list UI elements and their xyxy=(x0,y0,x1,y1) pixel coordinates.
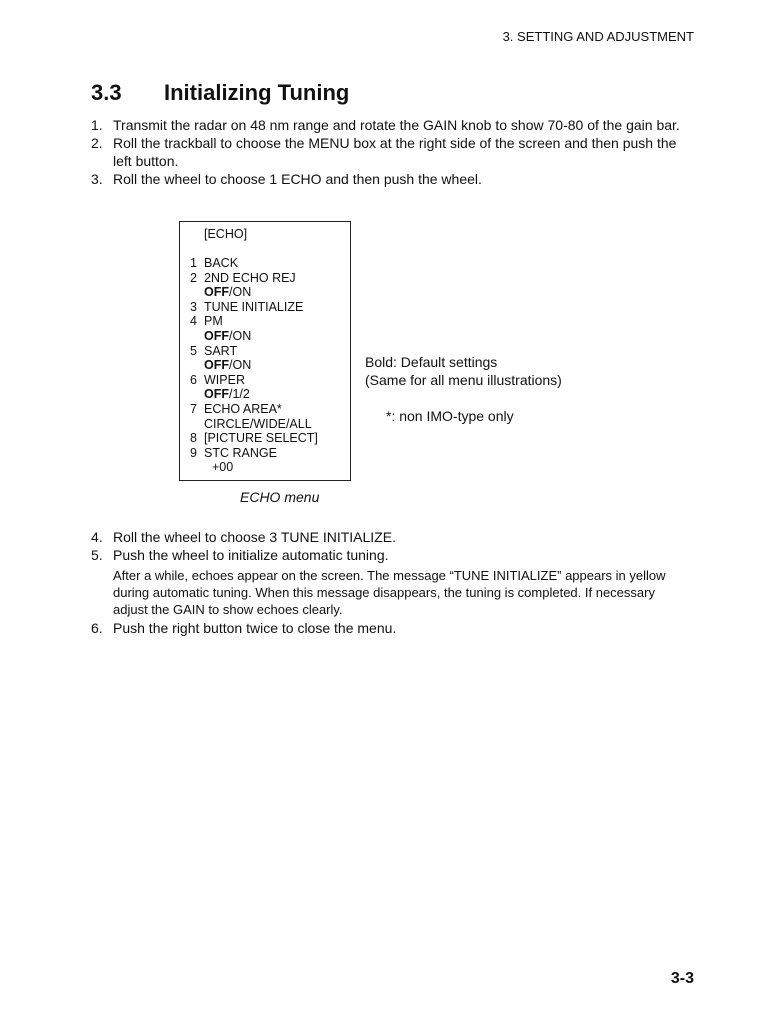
step-text: Roll the wheel to choose 1 ECHO and then push the wheel. xyxy=(113,171,482,187)
section-heading xyxy=(91,80,349,106)
menu-item-label: WIPER xyxy=(204,372,245,387)
step-1 xyxy=(91,116,691,134)
menu-item-back xyxy=(190,256,318,271)
menu-item-index: 3 xyxy=(190,299,197,314)
menu-item-2nd-echo-rej xyxy=(190,271,318,286)
step-text: Transmit the radar on 48 nm range and rotate the GAIN knob to show 70-80 of the gain bar. xyxy=(113,117,680,133)
other-options: /ON xyxy=(229,285,252,300)
menu-item-index: 8 xyxy=(190,431,197,446)
section-number: 3.3 xyxy=(91,80,122,105)
menu-item-index: 7 xyxy=(190,401,197,416)
menu-item-pm xyxy=(190,314,318,329)
menu-item-label: [PICTURE SELECT] xyxy=(204,431,318,446)
menu-item-stc-range xyxy=(190,446,318,461)
step-number: 2. xyxy=(91,135,103,151)
echo-menu-list xyxy=(190,256,318,475)
step-2 xyxy=(91,134,691,170)
menu-item-options xyxy=(190,285,318,300)
note-same-for-all: (Same for all menu illustrations) xyxy=(365,372,562,388)
step-text: Roll the wheel to choose 3 TUNE INITIALIZE. xyxy=(113,529,396,545)
other-options: /ON xyxy=(229,358,252,373)
step-5 xyxy=(91,546,691,564)
menu-item-options xyxy=(190,358,318,373)
menu-item-options xyxy=(190,329,318,344)
menu-item-value: +00 xyxy=(212,460,234,475)
default-option: OFF xyxy=(204,285,229,300)
menu-item-index: 2 xyxy=(190,270,197,285)
procedure-steps-before xyxy=(91,116,691,188)
menu-item-wiper xyxy=(190,373,318,388)
step-5-note: After a while, echoes appear on the screen. The message “TUNE INITIALIZE” appears in yellow during automatic tuning. When this message disappears, the tuning is completed. If necessary adjust the GAIN to show echoes clearly. xyxy=(113,568,666,617)
other-options: /ON xyxy=(229,328,252,343)
step-text: Roll the trackball to choose the MENU box at the right side of the screen and then push the left button. xyxy=(113,135,677,169)
step-6 xyxy=(91,619,691,637)
section-title: Initializing Tuning xyxy=(164,80,350,105)
default-option: OFF xyxy=(204,387,229,402)
menu-item-index: 6 xyxy=(190,372,197,387)
menu-item-sart xyxy=(190,344,318,359)
step-number: 4. xyxy=(91,529,103,545)
menu-item-options: CIRCLE/WIDE/ALL xyxy=(204,416,312,431)
menu-item-picture-select xyxy=(190,431,318,446)
step-text: Push the wheel to initialize automatic tuning. xyxy=(113,547,389,563)
echo-menu-title: [ECHO] xyxy=(204,227,248,241)
step-text: Push the right button twice to close the menu. xyxy=(113,620,397,636)
menu-item-label: 2ND ECHO REJ xyxy=(204,270,296,285)
page-number: 3-3 xyxy=(670,970,694,987)
menu-item-index: 9 xyxy=(190,445,197,460)
step-4 xyxy=(91,528,691,546)
step-number: 5. xyxy=(91,547,103,563)
note-bold-default: Bold: Default settings xyxy=(365,354,498,370)
default-option: OFF xyxy=(204,358,229,373)
step-3 xyxy=(91,170,691,188)
menu-item-label: PM xyxy=(204,314,223,329)
figure-caption: ECHO menu xyxy=(240,489,320,505)
menu-item-index: 1 xyxy=(190,256,197,270)
procedure-steps-after xyxy=(91,528,691,637)
menu-item-label: TUNE INITIALIZE xyxy=(204,299,304,314)
running-header: 3. SETTING AND ADJUSTMENT xyxy=(502,29,694,44)
menu-item-label: ECHO AREA* xyxy=(204,401,282,416)
step-number: 3. xyxy=(91,171,103,187)
menu-notes xyxy=(365,353,562,425)
default-option: OFF xyxy=(204,328,229,343)
other-options: /1/2 xyxy=(229,387,250,402)
menu-item-tune-initialize xyxy=(190,300,318,315)
echo-menu-illustration xyxy=(179,221,351,481)
menu-item-label: STC RANGE xyxy=(204,445,277,460)
step-number: 6. xyxy=(91,620,103,636)
menu-item-index: 5 xyxy=(190,343,197,358)
step-number: 1. xyxy=(91,117,103,133)
menu-item-label: BACK xyxy=(204,256,239,270)
menu-item-options xyxy=(190,387,318,402)
note-imo: *: non IMO-type only xyxy=(386,408,514,424)
menu-item-echo-area xyxy=(190,402,318,417)
menu-item-label: SART xyxy=(204,343,238,358)
menu-item-index: 4 xyxy=(190,314,197,329)
